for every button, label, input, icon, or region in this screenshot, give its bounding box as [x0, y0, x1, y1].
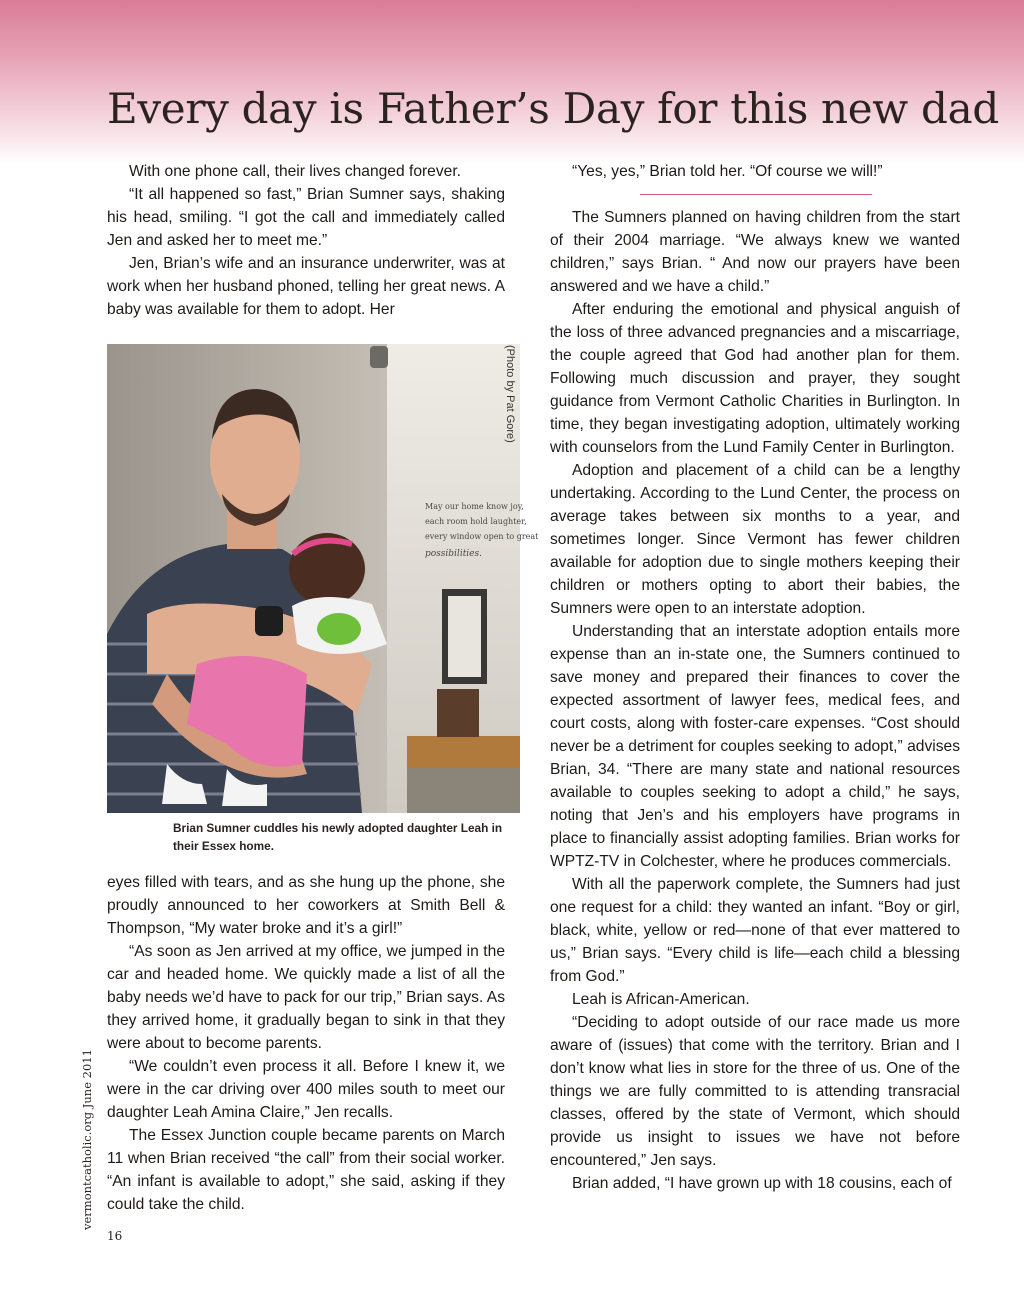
- article-title: Every day is Father’s Day for this new dad: [107, 84, 999, 133]
- left-column-top: [107, 160, 505, 321]
- paragraph: The Sumners planned on having children from the start of their 2004 marriage. “We always knew we wanted children,” says Brian. “ And now our prayers have been answered and we have a child.”: [550, 209, 960, 295]
- paragraph: Understanding that an interstate adoption entails more expense than an in-state one, the Sumners continued to save money and prepared their finances to cover the expected assortment of lawyer fees, medical fees, and court costs, along with foster-care expenses. “Cost should never be a detriment for couples seeking to adopt,” advises Brian, 34. “There are many state and national resources available to couples seeking to adopt a child,” he says, noting that Jen’s and his employers have programs in place to financially assist adopting families. Brian works for WPTZ-TV in Colchester, where he produces commercials.: [550, 623, 960, 870]
- paragraph: “Deciding to adopt outside of our race made us more aware of (issues) that come with the territory. Brian and I don’t know what lies in store for the three of us. One of the things we are fully committed to is attending transracial classes, offered by the state of Vermont, which should provide us insight to issues we have not before encountered,” Jen says.: [550, 1014, 960, 1169]
- paragraph: Adoption and placement of a child can be a lengthy undertaking. According to the Lund Center, the process on average takes between six months to a year, and sometimes longer. Since Vermont has fewer children available for adoption due to single mothers keeping their children or mothers opting to abort their babies, the Sumners were open to an interstate adoption.: [550, 462, 960, 617]
- photo-caption: Brian Sumner cuddles his newly adopted daughter Leah in their Essex home.: [173, 821, 503, 853]
- paragraph: With one phone call, their lives changed forever.: [129, 163, 461, 180]
- paragraph: After enduring the emotional and physical anguish of the loss of three advanced pregnancies and a miscarriage, the couple agreed that God had another plan for them. Following much discussion and prayer, they sought guidance from Vermont Catholic Charities in Burlington. In time, they began investigating adoption, ultimately working with counselors from the Lund Family Center in Burlington.: [550, 301, 960, 456]
- wall-decal-line: every window open to great: [425, 532, 539, 541]
- paragraph: eyes filled with tears, and as she hung up the phone, she proudly announced to her coworkers at Smith Bell & Thompson, “My water broke and it’s a girl!”: [107, 874, 505, 937]
- photo-credit-text: (Photo by Pat Gore): [504, 345, 516, 443]
- photo-father-with-baby: [107, 344, 539, 813]
- paragraph: Brian added, “I have grown up with 18 cousins, each of: [572, 1175, 952, 1192]
- side-footer-text: vermontcatholic.org June 2011: [80, 1049, 94, 1230]
- paragraph: “As soon as Jen arrived at my office, we jumped in the car and headed home. We quickly made a list of all the baby needs we’d have to pack for our trip,” Brian says. As they arrived home, it gradually began to sink in that they were about to become parents.: [107, 943, 505, 1052]
- photo-credit: [500, 345, 518, 460]
- left-column-bottom: [107, 871, 505, 1216]
- wall-decal-line: possibilities.: [425, 549, 482, 559]
- section-divider: [640, 194, 872, 195]
- paragraph: “Yes, yes,” Brian told her. “Of course we will!”: [572, 163, 883, 180]
- wall-decal-line: each room hold laughter,: [425, 517, 527, 526]
- article-photo: [107, 344, 539, 813]
- page-number: 16: [107, 1229, 123, 1243]
- paragraph: With all the paperwork complete, the Sumners had just one request for a child: they wanted an infant. “Boy or girl, black, white, yellow or red—none of that ever mattered to us,” Brian says. “Every child is life—each child a blessing from God.”: [550, 876, 960, 985]
- paragraph: “We couldn’t even process it all. Before I knew it, we were in the car driving over 400 miles south to meet our daughter Leah Amina Claire,” Jen recalls.: [107, 1058, 505, 1121]
- paragraph: “It all happened so fast,” Brian Sumner says, shaking his head, smiling. “I got the call and immediately called Jen and asked her to meet me.”: [107, 186, 505, 249]
- paragraph: The Essex Junction couple became parents on March 11 when Brian received “the call” from their social worker. “An infant is available to adopt,” she said, asking if they could take the child.: [107, 1127, 505, 1213]
- right-column-top: [550, 160, 960, 183]
- paragraph: Leah is African-American.: [572, 991, 750, 1008]
- wall-decal-line: May our home know joy,: [425, 502, 524, 511]
- paragraph: Jen, Brian’s wife and an insurance underwriter, was at work when her husband phoned, telling her great news. A baby was available for them to adopt. Her: [107, 255, 505, 318]
- side-footer: [80, 1049, 96, 1230]
- right-column-main: [550, 206, 960, 1195]
